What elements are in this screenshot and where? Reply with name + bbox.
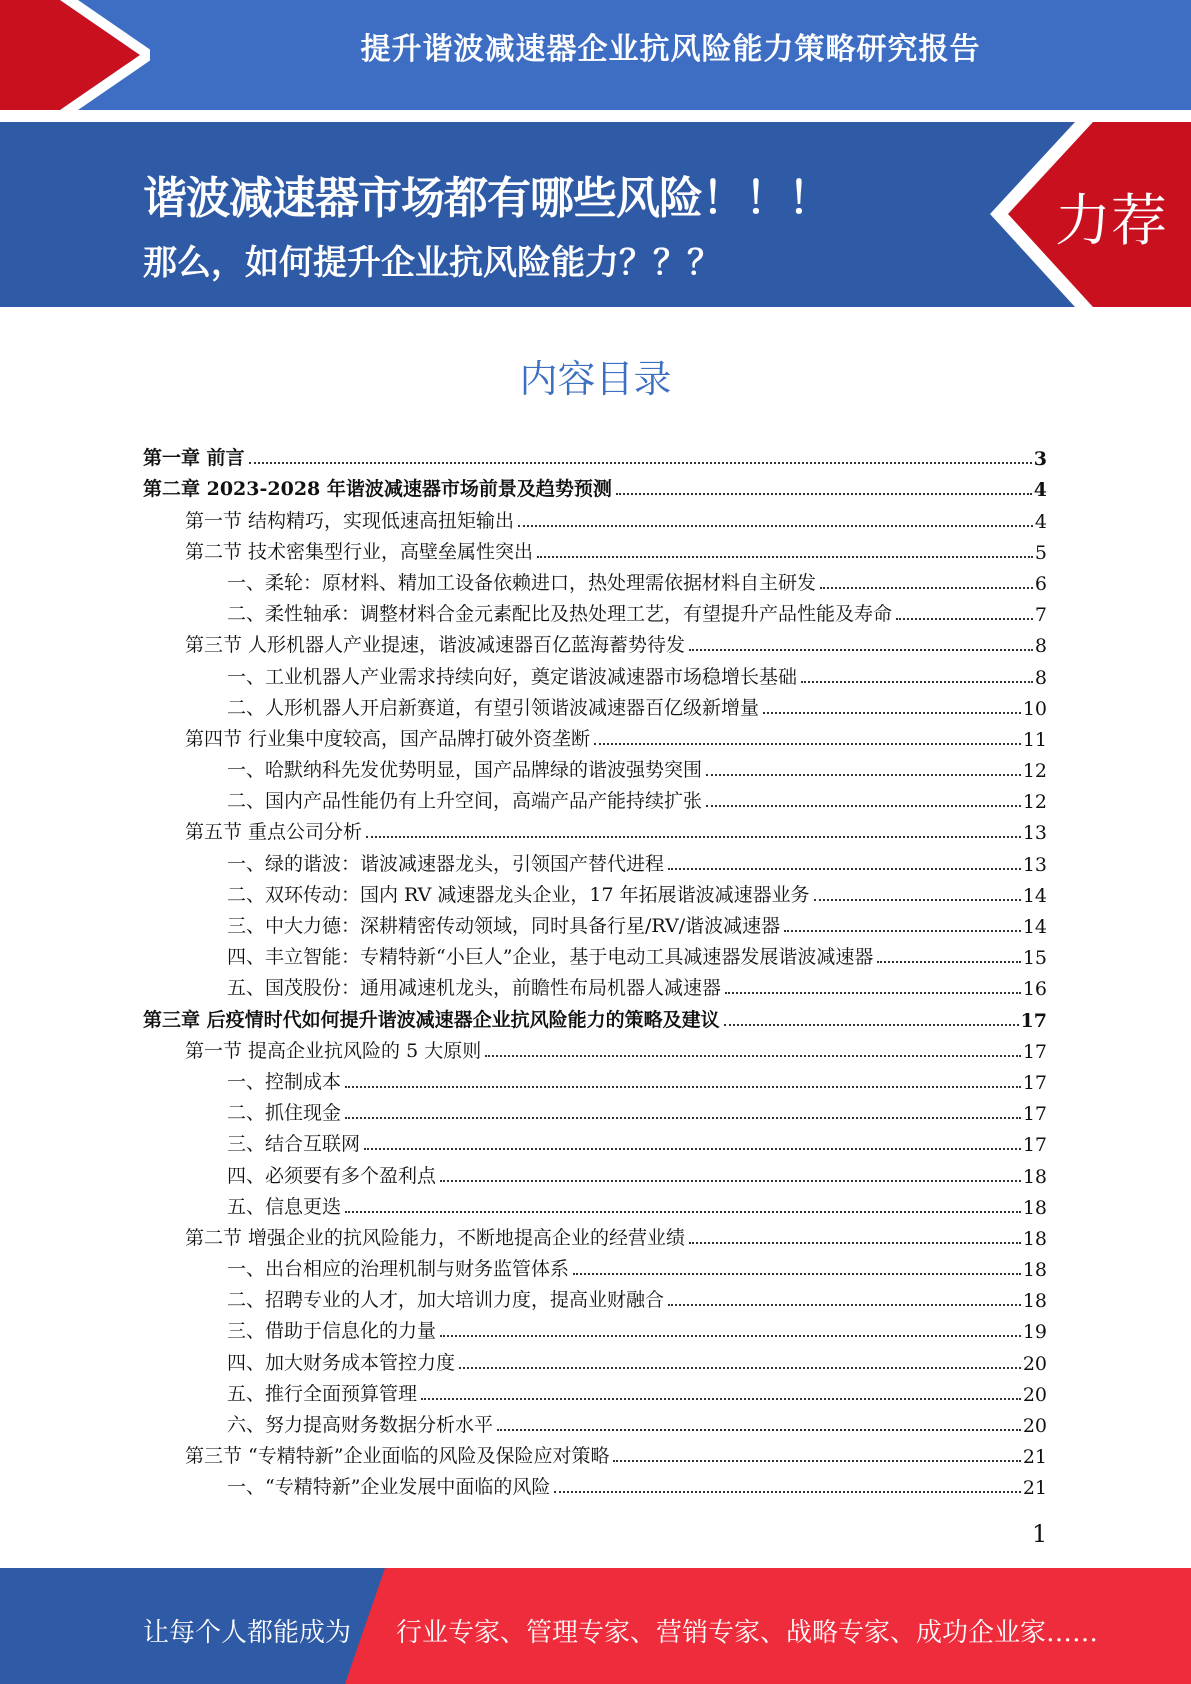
headline-banner — [0, 122, 1191, 307]
toc-entry[interactable]: 一、出台相应的治理机制与财务监管体系 18 — [227, 1258, 1047, 1282]
headline-question: 谐波减速器市场都有哪些风险！！！ — [143, 173, 831, 224]
toc-entry[interactable]: 第三节 人形机器人产业提速，谐波减速器百亿蓝海蓄势待发 8 — [185, 634, 1047, 658]
toc-entry[interactable]: 四、加大财务成本管控力度 20 — [227, 1351, 1047, 1375]
toc-entry[interactable]: 二、抓住现金 17 — [227, 1102, 1047, 1126]
toc-entry[interactable]: 一、控制成本 17 — [227, 1070, 1047, 1094]
toc-entry[interactable]: 第三节 “专精特新”企业面临的风险及保险应对策略 21 — [185, 1445, 1047, 1469]
toc-entry[interactable]: 二、招聘专业的人才，加大培训力度，提高业财融合 18 — [227, 1289, 1047, 1313]
toc-entry[interactable]: 一、绿的谐波：谐波减速器龙头，引领国产替代进程 13 — [227, 852, 1047, 876]
toc-entry[interactable]: 四、丰立智能：专精特新“小巨人”企业，基于电动工具减速器发展谐波减速器 15 — [227, 946, 1047, 970]
toc-entry[interactable]: 第一节 结构精巧，实现低速高扭矩输出 4 — [185, 509, 1047, 533]
toc-entry[interactable]: 第二节 增强企业的抗风险能力，不断地提高企业的经营业绩 18 — [185, 1226, 1047, 1250]
red-chevron-decoration — [0, 0, 150, 110]
toc-entry[interactable]: 第一节 提高企业抗风险的 5 大原则 17 — [185, 1039, 1047, 1063]
toc-entry[interactable]: 二、国内产品性能仍有上升空间，高端产品产能持续扩张 12 — [227, 790, 1047, 814]
toc-title: 内容目录 — [519, 357, 672, 401]
footer-slogan-left: 让每个人都能成为 — [143, 1618, 352, 1648]
toc-entry[interactable]: 第四节 行业集中度较高，国产品牌打破外资垄断 11 — [185, 727, 1047, 751]
toc-entry[interactable]: 三、借助于信息化的力量 19 — [227, 1320, 1047, 1344]
toc-entry[interactable]: 六、努力提高财务数据分析水平 20 — [227, 1414, 1047, 1437]
toc-entry[interactable]: 四、必须要有多个盈利点 18 — [227, 1164, 1047, 1188]
toc-entry[interactable]: 二、人形机器人开启新赛道，有望引领谐波减速器百亿级新增量 10 — [227, 696, 1047, 720]
toc-entry[interactable]: 一、柔轮：原材料、精加工设备依赖进口，热处理需依据材料自主研发 6 — [227, 571, 1047, 595]
page-number: 1 — [1032, 1520, 1048, 1548]
toc-entry[interactable]: 三、中大力德：深耕精密传动领域，同时具备行星/RV/谐波减速器 14 — [227, 915, 1047, 938]
report-title: 提升谐波减速器企业抗风险能力策略研究报告 — [360, 32, 981, 67]
toc-entry[interactable]: 第二节 技术密集型行业，高壁垒属性突出 5 — [185, 540, 1047, 564]
toc-entry[interactable]: 三、结合互联网 17 — [227, 1133, 1047, 1157]
toc-entry[interactable]: 五、推行全面预算管理 20 — [227, 1382, 1047, 1406]
toc-entry[interactable]: 五、信息更迭 18 — [227, 1195, 1047, 1219]
report-header-band — [0, 0, 1191, 110]
toc-entry[interactable]: 一、哈默纳科先发优势明显，国产品牌绿的谐波强势突围 12 — [227, 759, 1047, 783]
toc-entry[interactable]: 二、双环传动：国内 RV 减速器龙头企业，17 年拓展谐波减速器业务 14 — [227, 883, 1047, 907]
toc-entry[interactable]: 一、工业机器人产业需求持续向好，奠定谐波减速器市场稳增长基础 8 — [227, 665, 1047, 689]
recommend-badge: 力荐 — [1055, 189, 1167, 254]
toc-entry[interactable]: 第二章 2023-2028 年谐波减速器市场前景及趋势预测 4 — [143, 478, 1047, 502]
toc-entry[interactable]: 第三章 后疫情时代如何提升谐波减速器企业抗风险能力的策略及建议 17 — [143, 1008, 1047, 1032]
toc-entry[interactable]: 二、柔性轴承：调整材料合金元素配比及热处理工艺，有望提升产品性能及寿命 7 — [227, 603, 1047, 627]
toc-entry[interactable]: 第一章 前言 3 — [143, 447, 1047, 471]
toc-entry[interactable]: 一、“专精特新”企业发展中面临的风险 21 — [227, 1476, 1047, 1500]
headline-subquestion: 那么，如何提升企业抗风险能力？？？ — [143, 243, 721, 283]
footer-slogan-right: 行业专家、管理专家、营销专家、战略专家、成功企业家…… — [396, 1618, 1099, 1648]
toc-entry[interactable]: 第五节 重点公司分析 13 — [185, 821, 1047, 845]
toc-entry[interactable]: 五、国茂股份：通用减速机龙头，前瞻性布局机器人减速器 16 — [227, 977, 1047, 1001]
table-of-contents — [143, 439, 1047, 1499]
